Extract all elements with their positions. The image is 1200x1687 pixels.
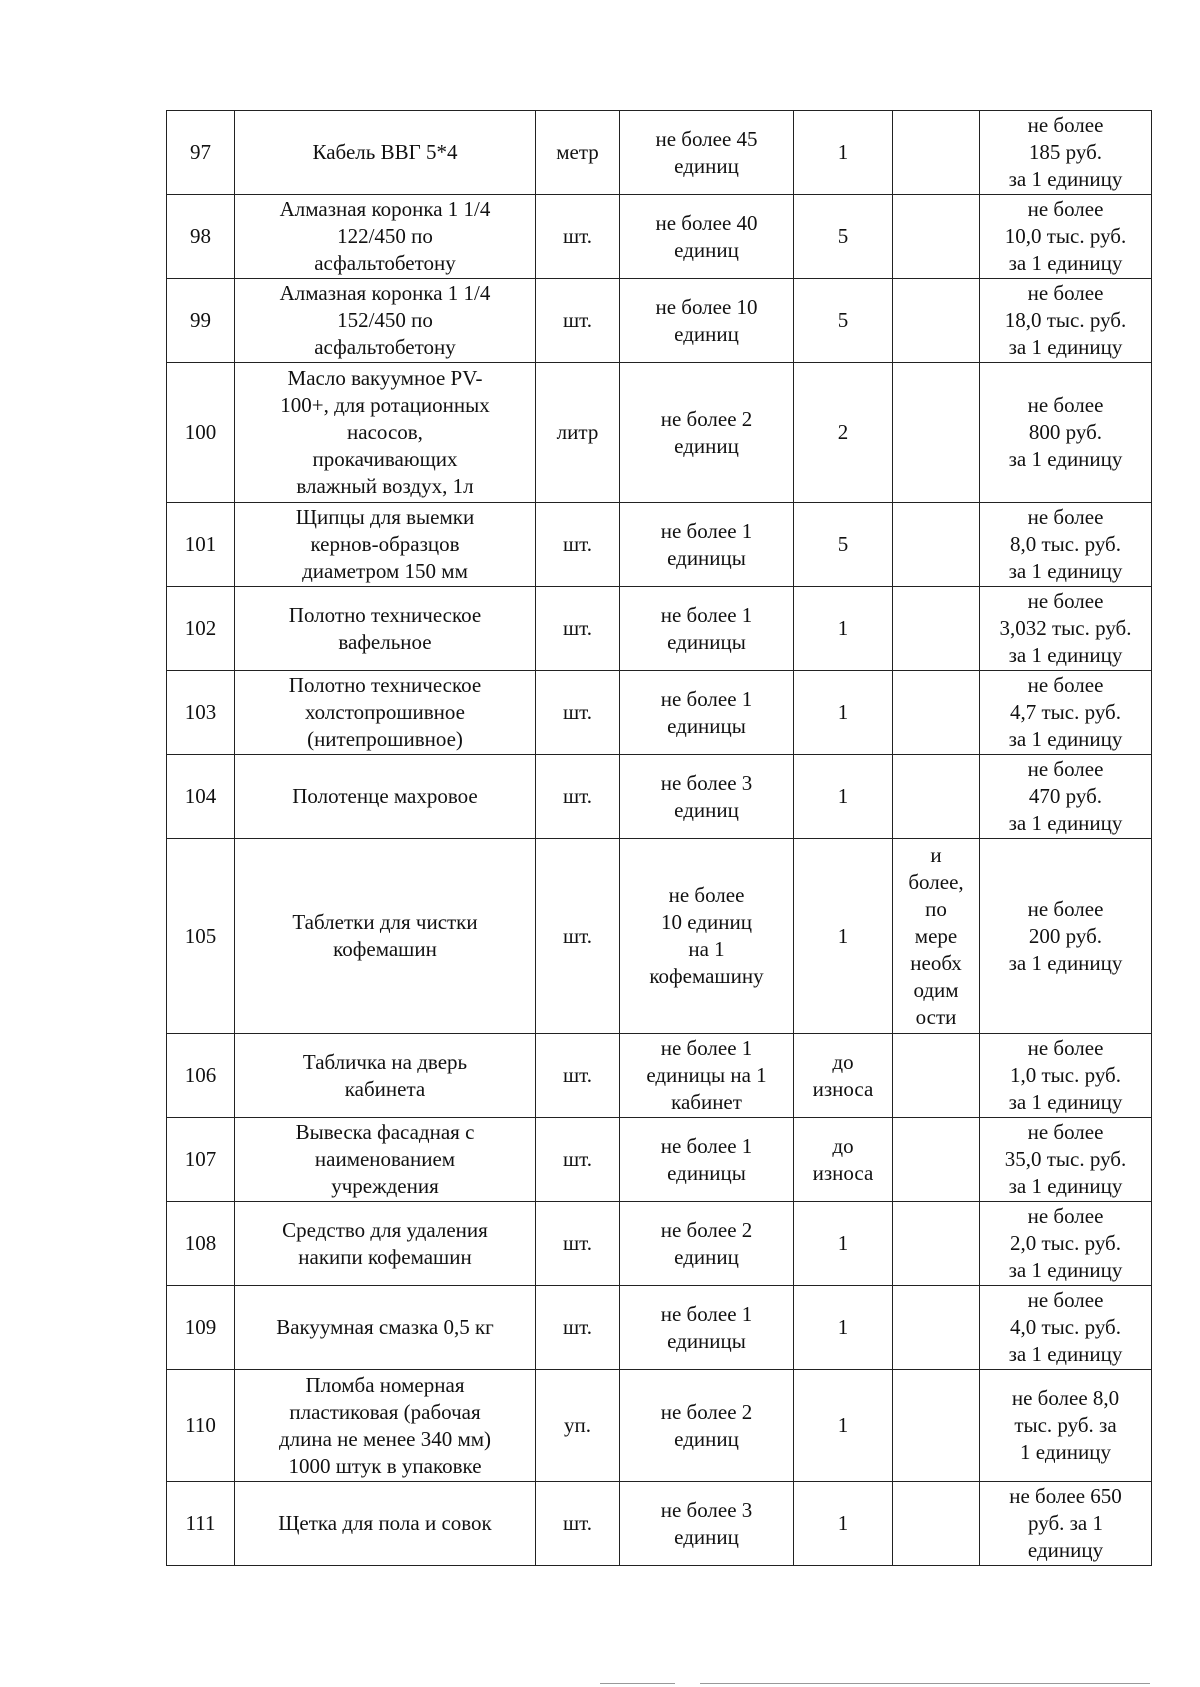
quantity-norm-cell: не более 1 единицы <box>620 503 794 587</box>
note-cell <box>893 1286 980 1370</box>
note-cell <box>893 587 980 671</box>
usage-term-cell: 5 <box>794 279 893 363</box>
usage-term-cell: 1 <box>794 1286 893 1370</box>
table-row <box>167 587 1152 671</box>
table-row <box>167 111 1152 195</box>
row-number-cell: 111 <box>167 1482 235 1566</box>
row-number-cell: 100 <box>167 363 235 503</box>
row-number-cell: 101 <box>167 503 235 587</box>
note-cell <box>893 503 980 587</box>
usage-term-cell: 1 <box>794 1202 893 1286</box>
row-number-cell: 108 <box>167 1202 235 1286</box>
price-limit-cell: не более 4,0 тыс. руб. за 1 единицу <box>980 1286 1152 1370</box>
item-name-cell: Полотно техническое вафельное <box>235 587 536 671</box>
unit-of-measure-cell: шт. <box>536 1286 620 1370</box>
row-number-cell: 105 <box>167 839 235 1034</box>
row-number-cell: 98 <box>167 195 235 279</box>
note-cell <box>893 671 980 755</box>
unit-of-measure-cell: уп. <box>536 1370 620 1482</box>
item-name-cell: Кабель ВВГ 5*4 <box>235 111 536 195</box>
usage-term-cell: 1 <box>794 671 893 755</box>
item-name-cell: Полотно техническое холстопрошивное (нитепрошивное) <box>235 671 536 755</box>
unit-of-measure-cell: шт. <box>536 1202 620 1286</box>
row-number-cell: 106 <box>167 1034 235 1118</box>
row-number-cell: 103 <box>167 671 235 755</box>
item-name-cell: Алмазная коронка 1 1/4 152/450 по асфальтобетону <box>235 279 536 363</box>
table-row <box>167 1034 1152 1118</box>
note-cell <box>893 111 980 195</box>
item-name-cell: Таблетки для чистки кофемашин <box>235 839 536 1034</box>
usage-term-cell: до износа <box>794 1118 893 1202</box>
price-limit-cell: не более 470 руб. за 1 единицу <box>980 755 1152 839</box>
item-name-cell: Вакуумная смазка 0,5 кг <box>235 1286 536 1370</box>
quantity-norm-cell: не более 1 единицы на 1 кабинет <box>620 1034 794 1118</box>
usage-term-cell: 1 <box>794 1482 893 1566</box>
table-row <box>167 503 1152 587</box>
quantity-norm-cell: не более 40 единиц <box>620 195 794 279</box>
price-limit-cell: не более 4,7 тыс. руб. за 1 единицу <box>980 671 1152 755</box>
unit-of-measure-cell: литр <box>536 363 620 503</box>
footer-rule-left <box>600 1683 675 1684</box>
table-row <box>167 1370 1152 1482</box>
price-limit-cell: не более 185 руб. за 1 единицу <box>980 111 1152 195</box>
table-row <box>167 1286 1152 1370</box>
quantity-norm-cell: не более 45 единиц <box>620 111 794 195</box>
price-limit-cell: не более 35,0 тыс. руб. за 1 единицу <box>980 1118 1152 1202</box>
quantity-norm-cell: не более 1 единицы <box>620 671 794 755</box>
note-cell: и более, по мере необх одим ости <box>893 839 980 1034</box>
item-name-cell: Табличка на дверь кабинета <box>235 1034 536 1118</box>
item-name-cell: Масло вакуумное PV- 100+, для ротационных насосов, прокачивающих влажный воздух, 1л <box>235 363 536 503</box>
quantity-norm-cell: не более 1 единицы <box>620 1286 794 1370</box>
note-cell <box>893 279 980 363</box>
quantity-norm-cell: не более 3 единиц <box>620 755 794 839</box>
item-name-cell: Пломба номерная пластиковая (рабочая длина не менее 340 мм) 1000 штук в упаковке <box>235 1370 536 1482</box>
unit-of-measure-cell: шт. <box>536 1034 620 1118</box>
item-name-cell: Алмазная коронка 1 1/4 122/450 по асфальтобетону <box>235 195 536 279</box>
unit-of-measure-cell: шт. <box>536 671 620 755</box>
note-cell <box>893 1034 980 1118</box>
item-name-cell: Средство для удаления накипи кофемашин <box>235 1202 536 1286</box>
quantity-norm-cell: не более 10 единиц на 1 кофемашину <box>620 839 794 1034</box>
table-row <box>167 1202 1152 1286</box>
unit-of-measure-cell: метр <box>536 111 620 195</box>
row-number-cell: 102 <box>167 587 235 671</box>
row-number-cell: 110 <box>167 1370 235 1482</box>
unit-of-measure-cell: шт. <box>536 279 620 363</box>
row-number-cell: 104 <box>167 755 235 839</box>
table-body <box>167 111 1152 1566</box>
price-limit-cell: не более 3,032 тыс. руб. за 1 единицу <box>980 587 1152 671</box>
table-row <box>167 839 1152 1034</box>
unit-of-measure-cell: шт. <box>536 1482 620 1566</box>
row-number-cell: 109 <box>167 1286 235 1370</box>
norms-table <box>166 110 1152 1566</box>
footer-rule-right <box>700 1683 1150 1684</box>
item-name-cell: Полотенце махровое <box>235 755 536 839</box>
unit-of-measure-cell: шт. <box>536 503 620 587</box>
usage-term-cell: 1 <box>794 839 893 1034</box>
note-cell <box>893 363 980 503</box>
price-limit-cell: не более 200 руб. за 1 единицу <box>980 839 1152 1034</box>
item-name-cell: Щипцы для выемки кернов-образцов диаметром 150 мм <box>235 503 536 587</box>
item-name-cell: Щетка для пола и совок <box>235 1482 536 1566</box>
quantity-norm-cell: не более 2 единиц <box>620 363 794 503</box>
table-row <box>167 279 1152 363</box>
unit-of-measure-cell: шт. <box>536 755 620 839</box>
unit-of-measure-cell: шт. <box>536 195 620 279</box>
quantity-norm-cell: не более 10 единиц <box>620 279 794 363</box>
note-cell <box>893 1482 980 1566</box>
table-row <box>167 755 1152 839</box>
price-limit-cell: не более 8,0 тыс. руб. за 1 единицу <box>980 1370 1152 1482</box>
price-limit-cell: не более 650 руб. за 1 единицу <box>980 1482 1152 1566</box>
price-limit-cell: не более 10,0 тыс. руб. за 1 единицу <box>980 195 1152 279</box>
row-number-cell: 107 <box>167 1118 235 1202</box>
quantity-norm-cell: не более 1 единицы <box>620 1118 794 1202</box>
unit-of-measure-cell: шт. <box>536 1118 620 1202</box>
price-limit-cell: не более 800 руб. за 1 единицу <box>980 363 1152 503</box>
note-cell <box>893 1118 980 1202</box>
price-limit-cell: не более 8,0 тыс. руб. за 1 единицу <box>980 503 1152 587</box>
quantity-norm-cell: не более 2 единиц <box>620 1202 794 1286</box>
usage-term-cell: до износа <box>794 1034 893 1118</box>
item-name-cell: Вывеска фасадная с наименованием учреждения <box>235 1118 536 1202</box>
usage-term-cell: 1 <box>794 111 893 195</box>
note-cell <box>893 755 980 839</box>
usage-term-cell: 1 <box>794 755 893 839</box>
unit-of-measure-cell: шт. <box>536 839 620 1034</box>
quantity-norm-cell: не более 3 единиц <box>620 1482 794 1566</box>
table-row <box>167 1482 1152 1566</box>
unit-of-measure-cell: шт. <box>536 587 620 671</box>
price-limit-cell: не более 1,0 тыс. руб. за 1 единицу <box>980 1034 1152 1118</box>
quantity-norm-cell: не более 1 единицы <box>620 587 794 671</box>
quantity-norm-cell: не более 2 единиц <box>620 1370 794 1482</box>
usage-term-cell: 1 <box>794 587 893 671</box>
table-row <box>167 363 1152 503</box>
usage-term-cell: 5 <box>794 503 893 587</box>
note-cell <box>893 195 980 279</box>
price-limit-cell: не более 18,0 тыс. руб. за 1 единицу <box>980 279 1152 363</box>
table-row <box>167 1118 1152 1202</box>
usage-term-cell: 1 <box>794 1370 893 1482</box>
note-cell <box>893 1370 980 1482</box>
price-limit-cell: не более 2,0 тыс. руб. за 1 единицу <box>980 1202 1152 1286</box>
usage-term-cell: 2 <box>794 363 893 503</box>
row-number-cell: 99 <box>167 279 235 363</box>
usage-term-cell: 5 <box>794 195 893 279</box>
note-cell <box>893 1202 980 1286</box>
table-row <box>167 195 1152 279</box>
table-row <box>167 671 1152 755</box>
row-number-cell: 97 <box>167 111 235 195</box>
